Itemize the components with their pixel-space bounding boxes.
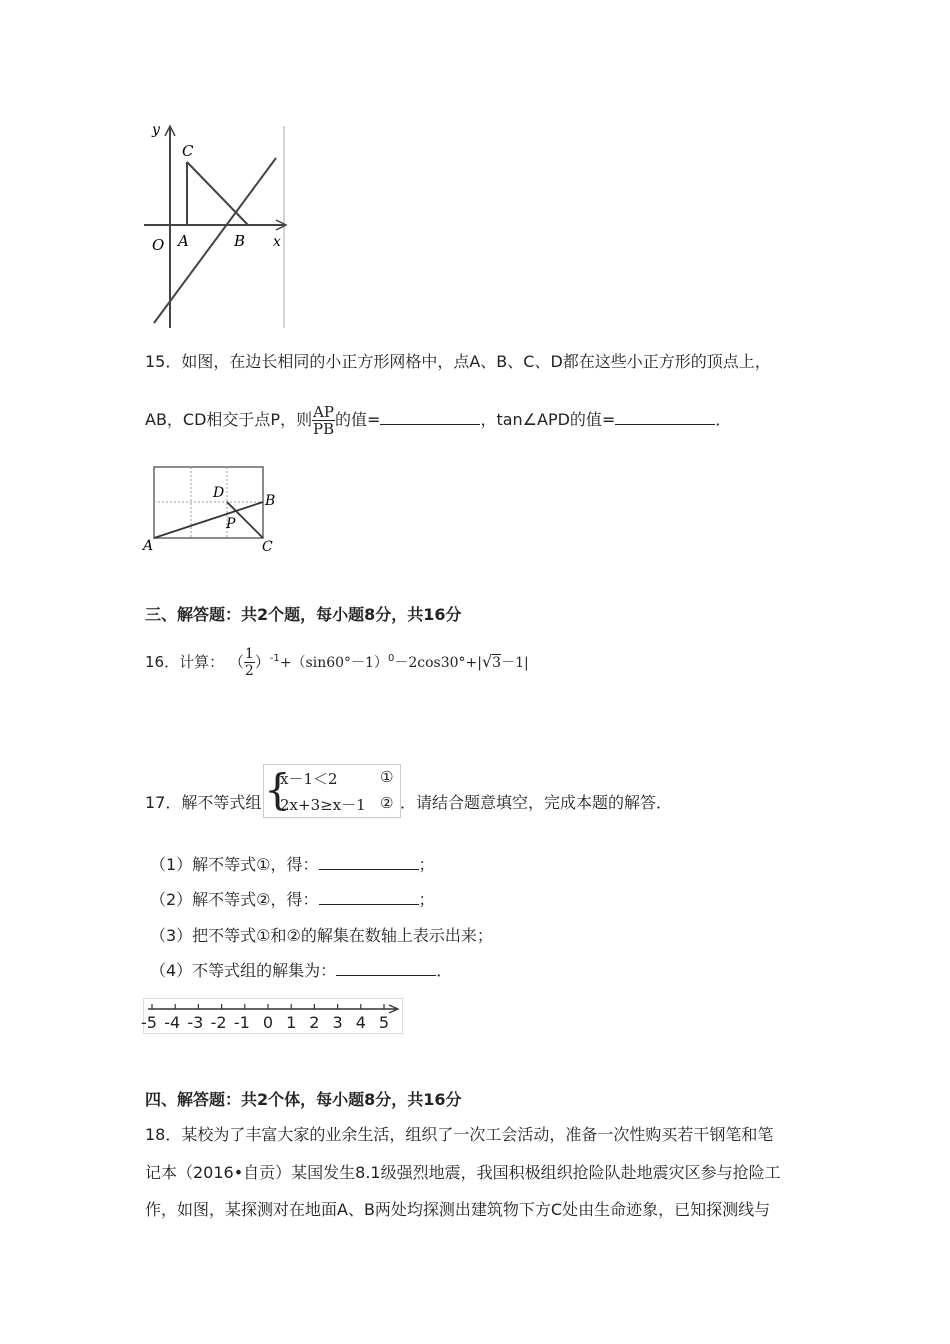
number-line-tick-label: -4 — [164, 1013, 181, 1032]
number-line-tick-label: -3 — [187, 1013, 204, 1032]
number-line-tick-label: 1 — [286, 1013, 297, 1032]
q17-item-3 — [150, 926, 493, 946]
inequality-2: 2x+3≥x－1 — [280, 796, 366, 814]
q17-item-4 — [150, 961, 452, 981]
ap-over-pb-fraction — [312, 404, 335, 437]
half-numerator: 1 — [244, 646, 254, 662]
q15-line1: 15．如图，在边长相同的小正方形网格中，点A、B、C、D都在这些小正方形的顶点上， — [145, 352, 771, 371]
q18-line-2: 记本（2016•自贡）某国发生8.1级强烈地震，我国积极组织抢险队赴地震灾区参与抢险工 — [145, 1163, 781, 1182]
q17-suffix: ．请结合题意填空，完成本题的解答． — [400, 793, 673, 812]
q16-line — [145, 646, 529, 679]
number-line-tick-label: 3 — [332, 1013, 343, 1032]
sqrt-value: 3 — [492, 655, 502, 671]
half-denominator: 2 — [244, 663, 254, 679]
grid-point-p: P — [226, 516, 236, 532]
q15-text-d: ． — [715, 410, 732, 429]
number-line-tick-label: -5 — [141, 1013, 157, 1032]
q16-end: －1| — [501, 655, 529, 671]
q15-text-c: ，tan∠APD的值= — [480, 410, 616, 429]
inequality-2-mark: ② — [380, 794, 394, 812]
number-line-tick-label: 5 — [378, 1013, 390, 1032]
grid-figure — [140, 460, 285, 555]
item-2-text: （2）解不等式②，得： — [150, 890, 319, 909]
exponent-zero: 0 — [387, 653, 395, 664]
item-4-end: ． — [436, 961, 453, 980]
item-4-text: （4）不等式组的解集为： — [150, 961, 337, 980]
inequality-1-mark: ① — [380, 768, 394, 786]
grid-point-c: C — [262, 539, 273, 555]
point-b-label: B — [234, 232, 246, 250]
y-axis-label: y — [152, 122, 160, 138]
q16-mid: +（sin60°－1） — [279, 655, 388, 671]
point-c-label: C — [182, 142, 194, 160]
q17-item-2 — [150, 890, 435, 910]
half-fraction — [244, 646, 255, 679]
q15-text-a: AB，CD相交于点P，则 — [145, 410, 313, 429]
number-line-tick-label: -2 — [210, 1013, 227, 1032]
answer-blank-ratio[interactable] — [380, 410, 480, 425]
q18-line-3: 作，如图，某探测对在地面A、B两处均探测出建筑物下方C处由生命迹象，已知探测线与 — [145, 1200, 771, 1219]
exponent-neg-one: -1 — [269, 653, 280, 664]
inequality-1: x－1＜2 — [280, 770, 338, 788]
q15-text-b: 的值= — [335, 410, 381, 429]
number-line-tick-label: 0 — [262, 1013, 274, 1032]
x-axis-label: x — [273, 234, 281, 250]
answer-blank-4[interactable] — [336, 961, 436, 976]
grid-point-a: A — [143, 538, 154, 554]
item-1-end: ； — [418, 855, 435, 874]
segment-cb — [187, 162, 248, 225]
answer-blank-2[interactable] — [319, 890, 419, 905]
q17-item-1 — [150, 855, 435, 875]
q17-prefix: 17．解不等式组 — [145, 793, 262, 812]
item-1-text: （1）解不等式①，得： — [150, 855, 319, 874]
q16-tail: －2cos30°+| — [394, 655, 482, 671]
coordinate-figure — [140, 118, 300, 333]
number-line-tick-label: 4 — [355, 1013, 366, 1032]
grid-point-b: B — [265, 493, 276, 509]
inequality-system — [263, 764, 401, 818]
close-paren: ） — [254, 653, 270, 671]
number-line-tick-label: 2 — [309, 1013, 320, 1032]
brace: { — [264, 765, 291, 814]
sqrt-symbol: √ — [481, 652, 493, 671]
fraction-numerator: AP — [313, 403, 335, 421]
q15-line2 — [145, 404, 731, 437]
item-3-text: （3）把不等式①和②的解集在数轴上表示出来； — [150, 926, 493, 945]
grid-point-d: D — [213, 485, 225, 501]
oblique-line — [154, 158, 276, 323]
q16-prefix: 16．计算： — [145, 653, 225, 671]
answer-blank-tan[interactable] — [615, 410, 715, 425]
section-4-heading: 四、解答题：共2个体，每小题8分，共16分 — [145, 1090, 462, 1109]
segment-ab — [154, 502, 263, 538]
item-2-end: ； — [418, 890, 435, 909]
origin-label: O — [152, 236, 165, 254]
open-paren: （ — [228, 653, 244, 671]
fraction-denominator: PB — [312, 420, 335, 438]
number-line-tick-label: -1 — [233, 1013, 250, 1032]
point-a-label: A — [178, 232, 189, 250]
q18-line-1: 18．某校为了丰富大家的业余生活，组织了一次工会活动，准备一次性购买若干钢笔和笔 — [145, 1125, 774, 1144]
number-line — [143, 998, 403, 1034]
section-3-heading: 三、解答题：共2个题，每小题8分，共16分 — [145, 605, 462, 624]
answer-blank-1[interactable] — [319, 855, 419, 870]
